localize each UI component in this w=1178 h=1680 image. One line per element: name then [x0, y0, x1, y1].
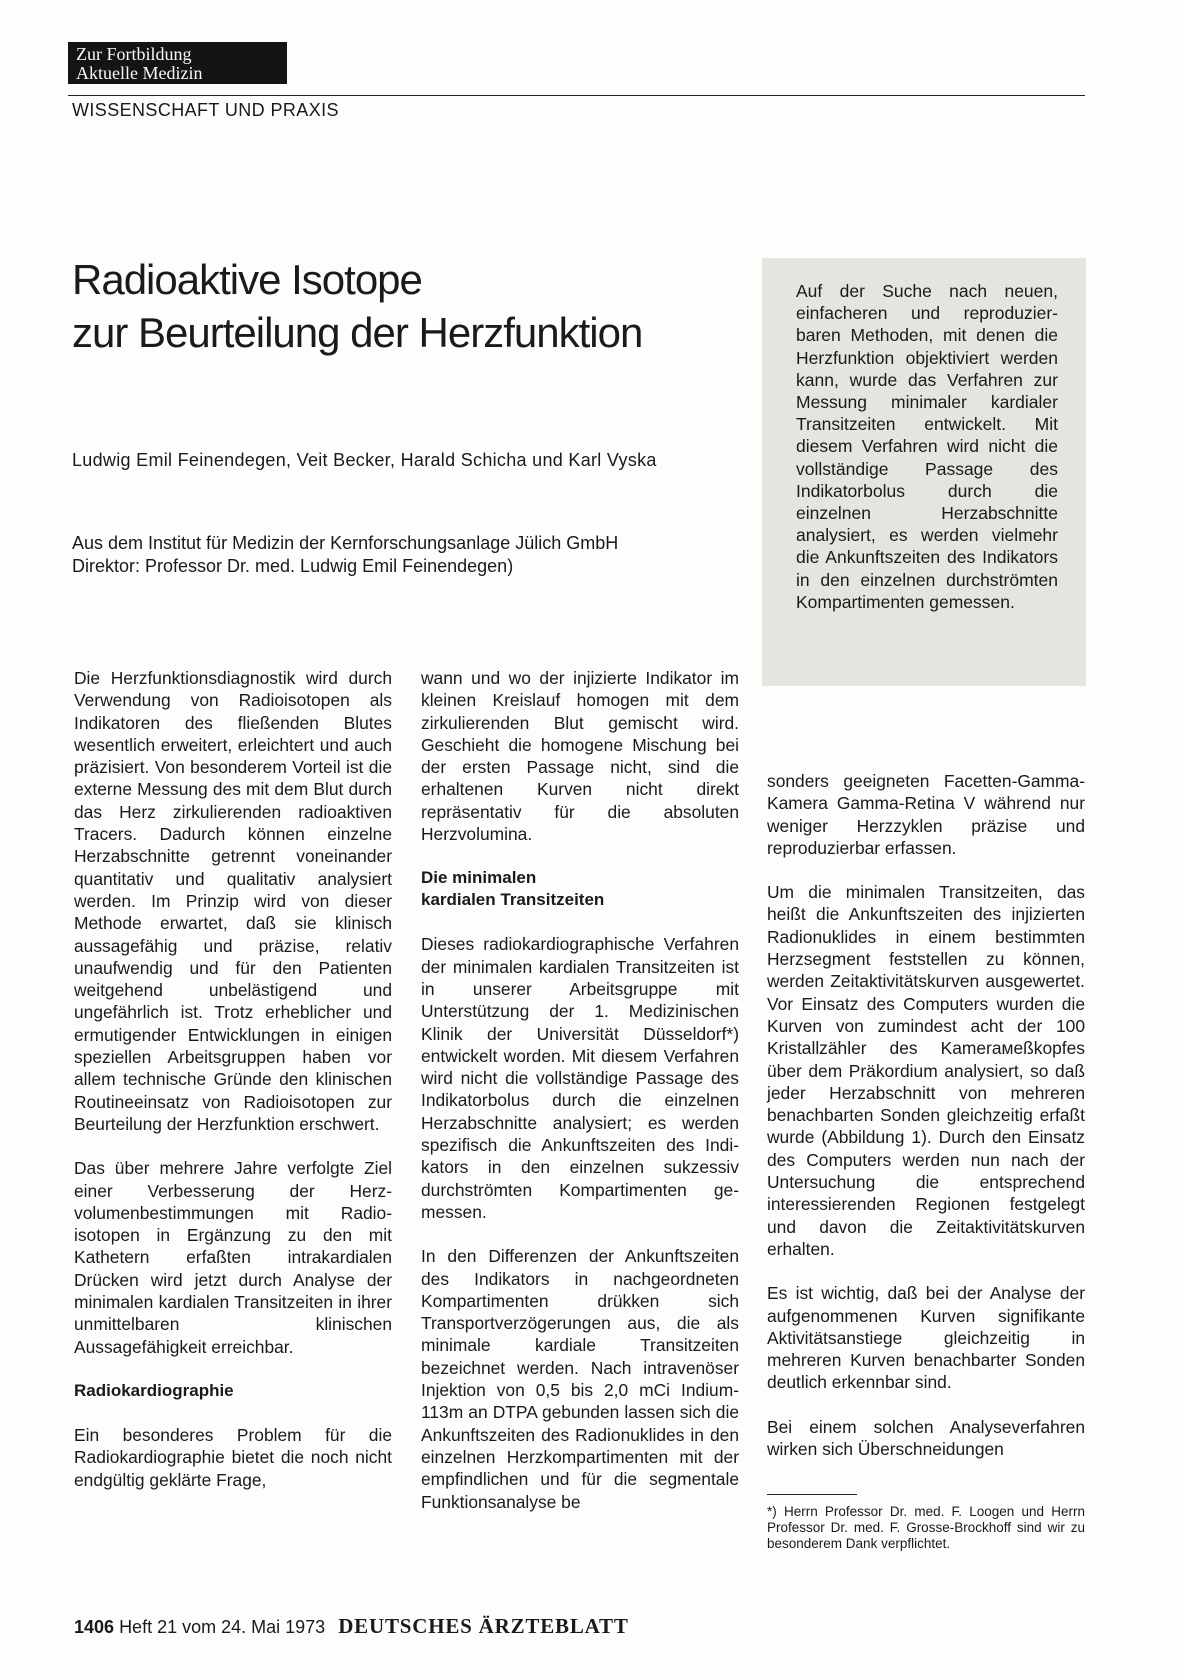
paragraph: Ein besonderes Problem für die Radiokardiographie bietet die noch nicht endgültig geklärte Frage,	[74, 1424, 392, 1490]
article-title	[72, 253, 752, 359]
article-authors: Ludwig Emil Feinendegen, Veit Becker, Harald Schicha und Karl Vyska	[72, 450, 657, 470]
subheading-radiokardiographie: Radiokardiographie	[74, 1380, 234, 1400]
paragraph: Um die minimalen Transitzeiten, das heißt die Ankunftszeiten des injizierten Radionuklides in einem bestimmten Herzsegment feststellen zu können, werden Zeitaktivitätskurven ausgewertet. Vor Einsatz des Computers wurden die Kurven von zumindest acht der 100 Kristallzähler des Kameraмeßkopfes über dem Präkordium analysiert, so daß jeder Herzabschnitt von mehreren benachbarten Sonden gleichzeitig erfaßt wurde (Abbildung 1). Durch den Einsatz des Computers werden nun nach der Untersuchung die entsprechend interessierenden Regionen festgelegt und davon die Zeitaktivitätskurven erhalten.	[767, 882, 1085, 1259]
header-rule	[68, 95, 1085, 96]
paragraph: Dieses radiokardiographische Verfahren der minimalen kardialen Transitzeiten ist in unserer Arbeitsgruppe mit Unterstützung der 1. Medizinischen Klinik der Universität Düsseldorf*) entwickelt worden. Mit diesem Verfahren wird nicht die vollständige Passage des Indikatorbolus durch die einzelnen Herzabschnitte analysiert; es werden spezifisch die Ankunftszeiten des Indikators in den einzelnen sukzessiv durchströmten Kompartimenten gemessen.	[421, 934, 739, 1222]
magazine-name: DEUTSCHES ÄRZTEBLATT	[338, 1614, 629, 1638]
text-column-1	[74, 667, 392, 1513]
department-label-line1: Zur Fortbildung	[76, 44, 192, 64]
affiliation-line1: Aus dem Institut für Medizin der Kernforschungsanlage Jülich GmbH	[72, 533, 619, 553]
paragraph: Das über mehrere Jahre verfolgte Ziel einer Verbesserung der Herzvolumenbestimmungen mit Radioisotopen in Ergänzung zu den mit Kathetern erfaßten intrakardialen Drücken wird jetzt durch Analyse der minimalen kardialen Transitzeiten in ihrer unmittelbaren klinischen Aussagefähigkeit erreichbar.	[74, 1158, 392, 1357]
subheading-transitzeiten	[421, 867, 739, 911]
affiliation-line2: Direktor: Professor Dr. med. Ludwig Emil Feinendegen)	[72, 556, 514, 576]
department-label-line2: Aktuelle Medizin	[76, 63, 203, 83]
section-heading: WISSENSCHAFT UND PRAXIS	[72, 100, 339, 120]
text-column-3	[767, 770, 1085, 1482]
footnote-rule	[767, 1494, 857, 1495]
abstract-box: Auf der Suche nach neuen, einfacheren und reproduzierbaren Methoden, mit denen die Herzfunktion objektiviert werden kann, wurde das Verfahren zur Messung minimaler kardialer Transitzeiten entwickelt. Mit diesem Verfahren wird nicht die vollständige Passage des Indikatorbolus durch die einzelnen Herzabschnitte analysiert, es werden vielmehr die Ankunftszeiten des Indikators in den einzelnen durchströmten Kompartimenten gemessen.	[762, 258, 1086, 686]
paragraph: In den Differenzen der Ankunftszeiten des Indikators in nachgeordneten Kompartimenten drükken sich Transportverzögerungen aus, die als minimale kardiale Transitzeiten bezeichnet werden. Nach intravenöser Injektion von 0,5 bis 2,0 mCi Indium-113m an DTPA gebunden lassen sich die Ankunftszeiten des Radionuklides in den einzelnen Herzkompartimenten mit der empfindlichen und für die segmentale Funktionsanalyse be	[421, 1246, 739, 1512]
article-title-line2: zur Beurteilung der Herzfunktion	[72, 309, 643, 356]
department-label	[68, 42, 287, 84]
issue-info: Heft 21 vom 24. Mai 1973	[119, 1617, 326, 1637]
paragraph: Bei einem solchen Analyseverfahren wirken sich Überschneidungen	[767, 1416, 1085, 1460]
paragraph: Die Herzfunktionsdiagnostik wird durch Verwendung von Radioisotopen als Indikatoren des fließenden Blutes wesentlich erweitert, erleichtert und auch präzisiert. Von besonderem Vorteil ist die externe Messung des mit dem Blut durch das Herz zirkulierenden radioaktiven Tracers. Dadurch können einzelne Herzabschnitte getrennt voneinander quantitativ und qualitativ analysiert werden. Im Prinzip wird von dieser Methode erwartet, daß sie klinisch aussagefähig und präzise, relativ unaufwendig und für den Patienten weitgehend unbelästigend und ungefährlich ist. Trotz erheblicher und ermutigender Entwicklungen in einigen speziellen Arbeitsgruppen haben vor allem technische Gründe den klinischen Routineeinsatz von Radioisotopen zur Beurteilung der Herzfunktion erschwert.	[74, 668, 392, 1134]
page-number: 1406	[74, 1617, 115, 1637]
paragraph: Es ist wichtig, daß bei der Analyse der aufgenommenen Kurven signifikante Aktivitätsanstiege gleichzeitig in mehreren Kurven benachbarter Sonden deutlich erkennbar sind.	[767, 1283, 1085, 1393]
article-title-line1: Radioaktive Isotope	[72, 256, 422, 303]
paragraph: wann und wo der injizierte Indikator im kleinen Kreislauf homogen mit dem zirkulierenden Blut gemischt wird. Geschieht die homogene Mischung bei der ersten Passage nicht, sind die erhaltenen Kurven nicht direkt repräsentativ für die absoluten Herzvolumina.	[421, 668, 739, 845]
text-column-2	[421, 667, 739, 1535]
article-affiliation	[72, 532, 732, 578]
subheading-line2: kardialen Transitzeiten	[421, 890, 605, 910]
page-footer	[74, 1614, 629, 1639]
subheading-line1: Die minimalen	[421, 868, 537, 888]
footnote: *) Herrn Professor Dr. med. F. Loogen und Herrn Professor Dr. med. F. Grosse-Brockhoff sind wir zu besonderem Dank verpflichtet.	[767, 1504, 1085, 1551]
paragraph: sonders geeigneten Facetten-Gamma-Kamera Gamma-Retina V während nur weniger Herzzyklen präzise und reproduzierbar erfassen.	[767, 771, 1085, 858]
